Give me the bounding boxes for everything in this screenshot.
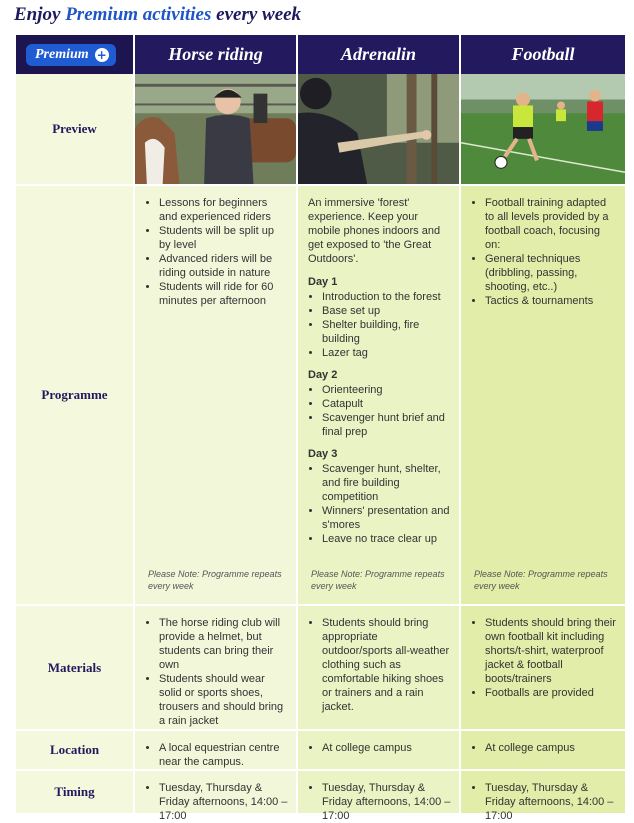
list-item: • Tactics & tournaments	[485, 294, 617, 308]
column-header-adrenalin: Adrenalin	[298, 35, 461, 74]
day-heading: Day 2	[308, 369, 338, 381]
list-item: • Footballs are provided	[485, 686, 617, 700]
list-item: • Students will be split up by level	[159, 224, 288, 252]
programme-note: Please Note: Programme repeats every week	[474, 569, 608, 591]
horse-riding-photo	[135, 74, 298, 186]
title-suffix: every week	[216, 4, 302, 25]
title-prefix: Enjoy	[14, 4, 61, 25]
list-item: • Lessons for beginners and experienced riders	[159, 196, 288, 224]
column-header-football: Football	[461, 35, 625, 74]
adrenalin-materials	[298, 606, 461, 731]
list-item: • Winners' presentation and s'mores	[322, 504, 451, 532]
row-label-timing: Timing	[16, 771, 135, 813]
list-item: • Scavenger hunt brief and final prep	[322, 411, 451, 439]
horse-riding-timing	[135, 771, 298, 822]
football-timing	[461, 771, 625, 822]
football-programme	[461, 186, 625, 606]
list-item: • Introduction to the forest	[322, 290, 451, 304]
list-item: • Students should bring appropriate outdoor/sports all-weather clothing such as comfortable hiking shoes or trainers and a rain jacket.	[322, 616, 451, 714]
row-label-location: Location	[16, 731, 135, 771]
page-title	[14, 4, 301, 30]
row-label-programme: Programme	[16, 186, 135, 606]
list-item: • At college campus	[322, 741, 451, 755]
adrenalin-programme	[298, 186, 461, 606]
adrenalin-intro: An immersive 'forest' experience. Keep your mobile phones indoors and get exposed to 'the Great Outdoors'.	[308, 197, 441, 265]
premium-badge-label: Premium	[35, 46, 89, 62]
list-item: • Base set up	[322, 304, 451, 318]
football-photo	[461, 74, 625, 186]
adrenalin-photo	[298, 74, 461, 186]
adrenalin-timing	[298, 771, 461, 822]
list-item: • Students should wear solid or sports shoes, trousers and should bring a rain jacket	[159, 672, 288, 728]
list-item: • Shelter building, fire building	[322, 318, 451, 346]
programme-note: Please Note: Programme repeats every week	[148, 569, 282, 591]
header-corner	[16, 35, 135, 74]
column-header-horse-riding: Horse riding	[135, 35, 298, 74]
list-item: • Tuesday, Thursday & Friday afternoons, 14:00 – 17:00	[485, 781, 617, 823]
programme-note: Please Note: Programme repeats every week	[311, 569, 445, 591]
list-item: • Tuesday, Thursday & Friday afternoons, 14:00 – 17:00	[322, 781, 451, 823]
list-item: • Students should bring their own football kit including shorts/t-shirt, waterproof jacket & football boots/trainers	[485, 616, 617, 686]
list-item: • Tuesday, Thursday & Friday afternoons, 14:00 – 17:00	[159, 781, 288, 823]
list-item: • Lazer tag	[322, 346, 451, 360]
list-item: • Leave no trace clear up	[322, 532, 451, 546]
list-item: • A local equestrian centre near the campus.	[159, 741, 288, 769]
list-item: • The horse riding club will provide a helmet, but students can bring their own	[159, 616, 288, 672]
list-item: • General techniques (dribbling, passing, shooting, etc..)	[485, 252, 617, 294]
list-item: • Advanced riders will be riding outside in nature	[159, 252, 288, 280]
title-accent: Premium activities	[65, 4, 212, 25]
row-label-preview: Preview	[16, 74, 135, 186]
football-materials	[461, 606, 625, 731]
list-item: • Football training adapted to all levels provided by a football coach, focusing on:	[485, 196, 617, 252]
horse-riding-programme	[135, 186, 298, 606]
adrenalin-location	[298, 731, 461, 771]
day-heading: Day 3	[308, 448, 338, 460]
list-item: • At college campus	[485, 741, 617, 755]
activities-table	[16, 35, 625, 822]
list-item: • Orienteering	[322, 383, 451, 397]
football-location	[461, 731, 625, 771]
list-item: • Catapult	[322, 397, 451, 411]
horse-riding-location	[135, 731, 298, 771]
horse-riding-materials	[135, 606, 298, 731]
plus-circle-icon: +	[96, 47, 107, 62]
premium-badge	[26, 44, 116, 66]
row-label-materials: Materials	[16, 606, 135, 731]
list-item: • Students will ride for 60 minutes per afternoon	[159, 280, 288, 308]
list-item: • Scavenger hunt, shelter, and fire building competition	[322, 462, 451, 504]
day-heading: Day 1	[308, 276, 338, 288]
